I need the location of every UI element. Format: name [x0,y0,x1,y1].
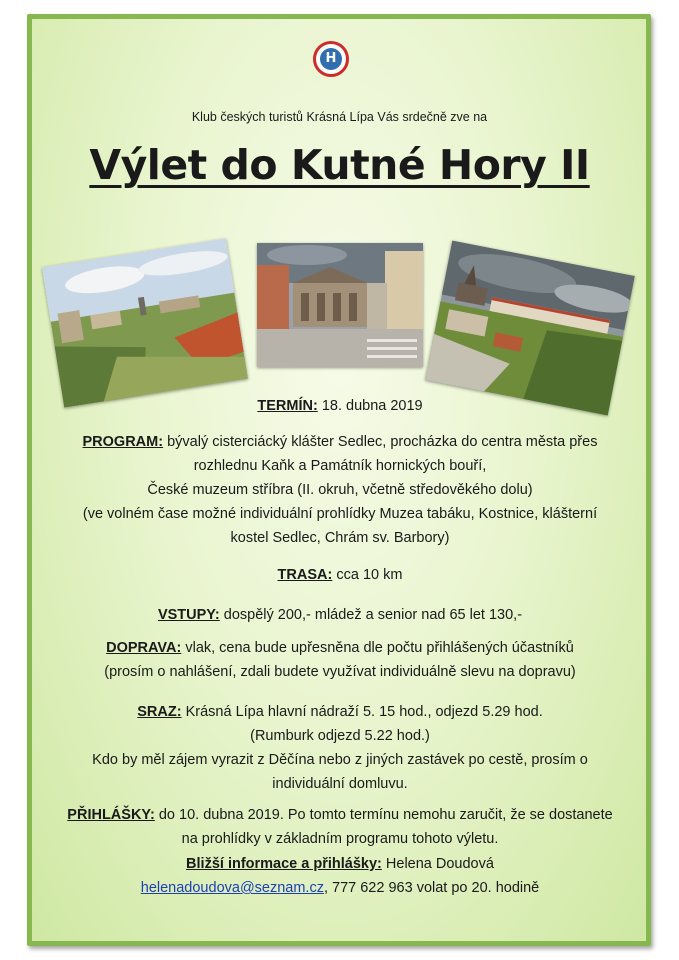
info-name: Helena Doudová [381,856,494,872]
trasa-value: cca 10 km [332,567,403,583]
sraz-line-4: individuální domluvu. [272,776,408,792]
info-label: Bližší informace a přihlášky: [186,856,382,872]
intro-text: Klub českých turistů Krásná Lípa Vás srdečně zve na [191,110,488,124]
doprava-block [40,636,640,684]
contact-phone: , 777 622 963 volat po 20. hodině [323,880,540,896]
program-line-3: České muzeum stříbra (II. okruh, včetně středověkého dolu) [147,482,533,498]
sraz-line-1: Krásná Lípa hlavní nádraží 5. 15 hod., odjezd 5.29 hod. [181,704,543,720]
program-line-4: (ve volném čase možné individuální prohlídky Muzea tabáku, Kostnice, klášterní [82,506,598,522]
trasa-label: TRASA: [277,567,333,583]
trasa-line [40,563,640,587]
kutna-hora-panorama-photo [42,238,248,407]
termin-label: TERMÍN: [257,398,318,414]
stone-fountain-square-photo [257,243,423,367]
sraz-label: SRAZ: [137,704,182,720]
termin-value: 18. dubna 2019 [317,398,423,414]
prihlasky-line-2: na prohlídky v základním programu tohoto výletu. [181,831,499,847]
info-line [40,852,640,876]
vstupy-line [40,603,640,627]
contact-line [40,876,640,900]
doprava-label: DOPRAVA: [106,640,182,656]
kct-logo-icon: H [313,41,349,77]
vstupy-label: VSTUPY: [157,607,220,623]
vstupy-value: dospělý 200,- mládež a senior nad 65 let 130,- [219,607,523,623]
prihlasky-line-1: do 10. dubna 2019. Po tomto termínu nemohu zaručit, že se dostanete [154,807,613,823]
program-line-1: bývalý cisterciácký klášter Sedlec, procházka do centra města přes [163,434,598,450]
title-text: Výlet do Kutné Hory II [89,141,590,189]
prihlasky-block [40,803,640,851]
program-line-5: kostel Sedlec, Chrám sv. Barbory) [230,530,450,546]
doprava-line-1: vlak, cena bude upřesněna dle počtu přihlášených účastníků [181,640,574,656]
sraz-line-3: Kdo by měl zájem vyrazit z Děčína nebo z jiných zastávek po cestě, prosím o [92,752,588,768]
termin-line [40,394,640,418]
email-link[interactable]: helenadoudova@seznam.cz [140,880,324,896]
program-line-2: rozhlednu Kaňk a Památník hornických bouří, [193,458,487,474]
sraz-block [40,700,640,796]
sraz-line-2: (Rumburk odjezd 5.22 hod.) [250,728,430,744]
doprava-line-2: (prosím o nahlášení, zdali budete využívat individuálně slevu na dopravu) [104,664,576,680]
program-block [40,430,640,550]
page-title [0,141,679,189]
prihlasky-label: PŘIHLÁŠKY: [67,807,155,823]
program-label: PROGRAM: [82,434,164,450]
